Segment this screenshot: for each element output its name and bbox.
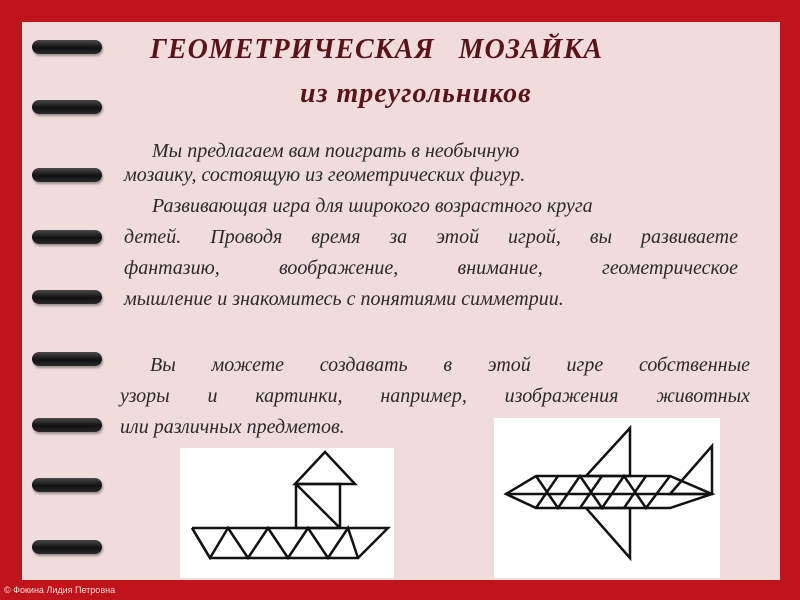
paragraph2-line: Вы можете создавать в этой игре собственные [150,354,750,376]
paragraph1-line: детей. Проводя время за этой игрой, вы развиваете [124,226,738,248]
notebook-ring [32,100,102,114]
notebook-ring [32,352,102,366]
paragraph1-line: Развивающая игра для широкого возрастного круга [152,195,593,217]
fish-mosaic-image [494,418,720,578]
paragraph1-line: Мы предлагаем вам поиграть в необычную [152,140,520,162]
notebook-ring [32,418,102,432]
notebook-ring [32,540,102,554]
paragraph1-line: мозаику, состоящую из геометрических фигур. [124,164,526,186]
copyright-text: © Фокина Лидия Петровна [4,585,116,595]
notebook-ring [32,168,102,182]
slide-subtitle: из треугольников [300,78,532,109]
notebook-ring [32,230,102,244]
paragraph2-line: узоры и картинки, например, изображения животных [120,385,750,407]
paragraph1-line: мышление и знакомитесь с понятиями симметрии. [124,288,564,310]
notebook-ring [32,290,102,304]
swan-mosaic-image [180,448,394,578]
paragraph1-line: фантазию, воображение, внимание, геометрическое [124,257,738,279]
paragraph2-line: или различных предметов. [120,416,345,438]
slide-title: ГЕОМЕТРИЧЕСКАЯ МОЗАЙКА [150,34,604,65]
notebook-ring [32,478,102,492]
notebook-ring [32,40,102,54]
